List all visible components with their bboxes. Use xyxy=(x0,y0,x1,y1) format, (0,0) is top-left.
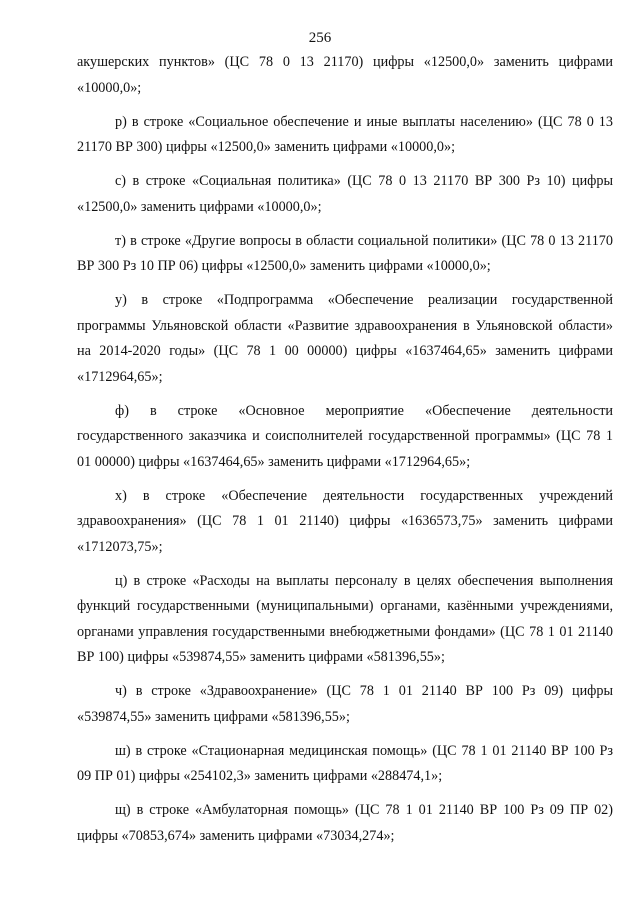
paragraph: ш) в строке «Стационарная медицинская помощь» (ЦС 78 1 01 21140 ВР 100 Рз 09 ПР 01) цифры «254102,3» заменить цифрами «288474,1»; xyxy=(77,742,613,784)
paragraph: щ) в строке «Амбулаторная помощь» (ЦС 78 1 01 21140 ВР 100 Рз 09 ПР 02) цифры «70853,674» заменить цифрами «73034,274»; xyxy=(77,802,613,844)
document-body xyxy=(77,50,613,858)
paragraph: ц) в строке «Расходы на выплаты персоналу в целях обеспечения выполнения функций государственными (муниципальными) органами, казёнными учреждениями, органами управления государственными внебюджетными фондами» (ЦС 78 1 01 21140 ВР 100) цифры «539874,55» заменить цифрами «581396,55»; xyxy=(77,572,613,665)
paragraph: акушерских пунктов» (ЦС 78 0 13 21170) цифры «12500,0» заменить цифрами «10000,0»; xyxy=(77,54,613,96)
paragraph: х) в строке «Обеспечение деятельности государственных учреждений здравоохранения» (ЦС 78 1 01 21140) цифры «1636573,75» заменить цифрами «1712073,75»; xyxy=(77,487,613,555)
paragraph: т) в строке «Другие вопросы в области социальной политики» (ЦС 78 0 13 21170 ВР 300 Рз 10 ПР 06) цифры «12500,0» заменить цифрами «10000,0»; xyxy=(77,232,613,274)
page-number: 256 xyxy=(308,30,332,46)
paragraph: ч) в строке «Здравоохранение» (ЦС 78 1 01 21140 ВР 100 Рз 09) цифры «539874,55» заменить цифрами «581396,55»; xyxy=(77,683,613,725)
paragraph: р) в строке «Социальное обеспечение и иные выплаты населению» (ЦС 78 0 13 21170 ВР 300) цифры «12500,0» заменить цифрами «10000,0»; xyxy=(77,113,613,155)
paragraph: ф) в строке «Основное мероприятие «Обеспечение деятельности государственного заказчика и соисполнителей государственной программы» (ЦС 78 1 01 00000) цифры «1637464,65» заменить цифрами «1712964,65»; xyxy=(77,402,613,470)
paragraph: у) в строке «Подпрограмма «Обеспечение реализации государственной программы Ульяновской области «Развитие здравоохранения в Ульяновской области» на 2014-2020 годы» (ЦС 78 1 00 00000) цифры «1637464,65» заменить цифрами «1712964,65»; xyxy=(77,292,613,385)
paragraph: с) в строке «Социальная политика» (ЦС 78 0 13 21170 ВР 300 Рз 10) цифры «12500,0» заменить цифрами «10000,0»; xyxy=(77,173,613,215)
